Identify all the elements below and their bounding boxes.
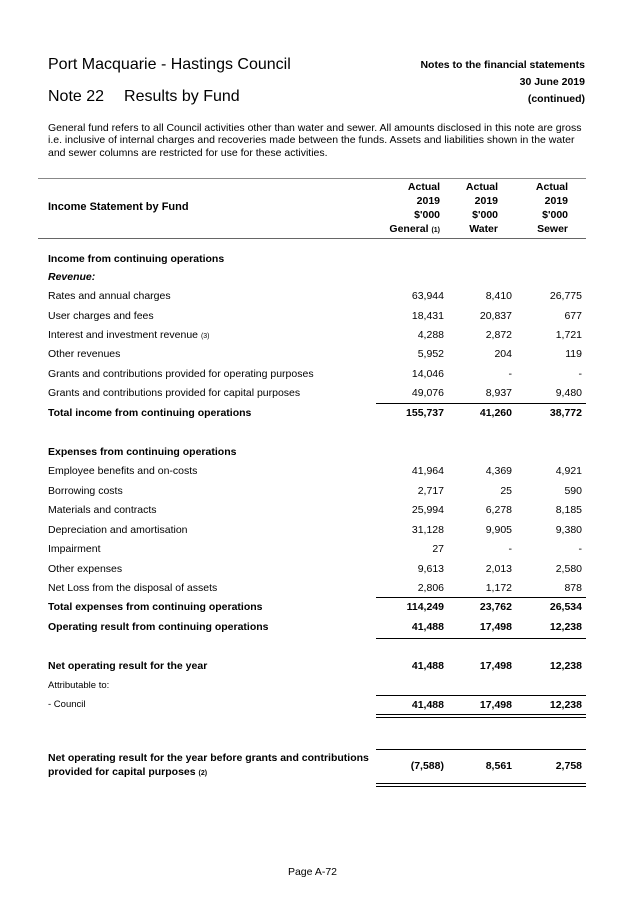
subtotal-rule [376,403,586,404]
table-top-rule [38,178,586,179]
table-row: Depreciation and amortisation 31,128 9,905 9,380 [48,524,582,536]
continued-label: (continued) [527,93,585,105]
table-row: Grants and contributions provided for capital purposes 49,076 8,937 9,480 [48,387,582,399]
page-number: Page A-72 [287,866,338,878]
total-income-row: Total income from continuing operations 155,737 41,260 38,772 [48,407,582,419]
table-row: Impairment 27 - - [48,543,582,555]
header-bottom-rule [38,238,586,239]
net-result-row: Net operating result for the year 41,488 17,498 12,238 [48,660,582,672]
operating-result-row: Operating result from continuing operations 41,488 17,498 12,238 [48,621,582,633]
net-before-grants-row: Net operating result for the year before grants and contributions provided for capital purposes (2) (7,588) 8,561 2,758 [48,752,582,778]
note-heading [48,88,240,106]
total-double-rule [376,714,586,718]
subtotal-rule [376,749,586,750]
table-row: Employee benefits and on-costs 41,964 4,369 4,921 [48,465,582,477]
income-heading: Income from continuing operations [48,253,225,265]
subtotal-rule [376,597,586,598]
note-title: Results by Fund [124,88,240,105]
table-row: Other expenses 9,613 2,013 2,580 [48,563,582,575]
table-row: Rates and annual charges 63,944 8,410 26,775 [48,290,582,302]
note-number: Note 22 [48,88,105,105]
column-header-sewer: Actual 2019 $'000 Sewer [535,181,568,235]
table-row: Materials and contracts 25,994 6,278 8,185 [48,504,582,516]
council-row: - Council 41,488 17,498 12,238 [48,699,582,711]
attributable-label: Attributable to: [48,680,110,691]
table-title: Income Statement by Fund [48,201,189,213]
expenses-heading: Expenses from continuing operations [48,446,237,458]
table-row: Other revenues 5,952 204 119 [48,348,582,360]
column-header-general: Actual 2019 $'000 General (1) [389,181,440,235]
total-double-rule [376,783,586,787]
table-row: Borrowing costs 2,717 25 590 [48,485,582,497]
statement-date: 30 June 2019 [519,76,585,88]
subtotal-rule [376,638,586,639]
table-row: Interest and investment revenue (3) 4,288 2,872 1,721 [48,329,582,341]
table-row: User charges and fees 18,431 20,837 677 [48,310,582,322]
statement-title: Notes to the financial statements [420,59,585,71]
revenue-subheading: Revenue: [48,271,96,283]
total-expenses-row: Total expenses from continuing operations 114,249 23,762 26,534 [48,601,582,613]
column-header-water: Actual 2019 $'000 Water [465,181,498,235]
table-row: Net Loss from the disposal of assets 2,806 1,172 878 [48,582,582,594]
table-row: Grants and contributions provided for operating purposes 14,046 - - [48,368,582,380]
organisation-name: Port Macquarie - Hastings Council [48,56,291,73]
statement-header [420,57,585,108]
subtotal-rule [376,695,586,696]
intro-paragraph: General fund refers to all Council activities other than water and sewer. All amounts disclosed in this note are gross i.e. inclusive of internal charges and recoveries made between the funds. Assets and liabilities shown in the water and sewer columns are restricted for use for these activities. [48,122,582,159]
